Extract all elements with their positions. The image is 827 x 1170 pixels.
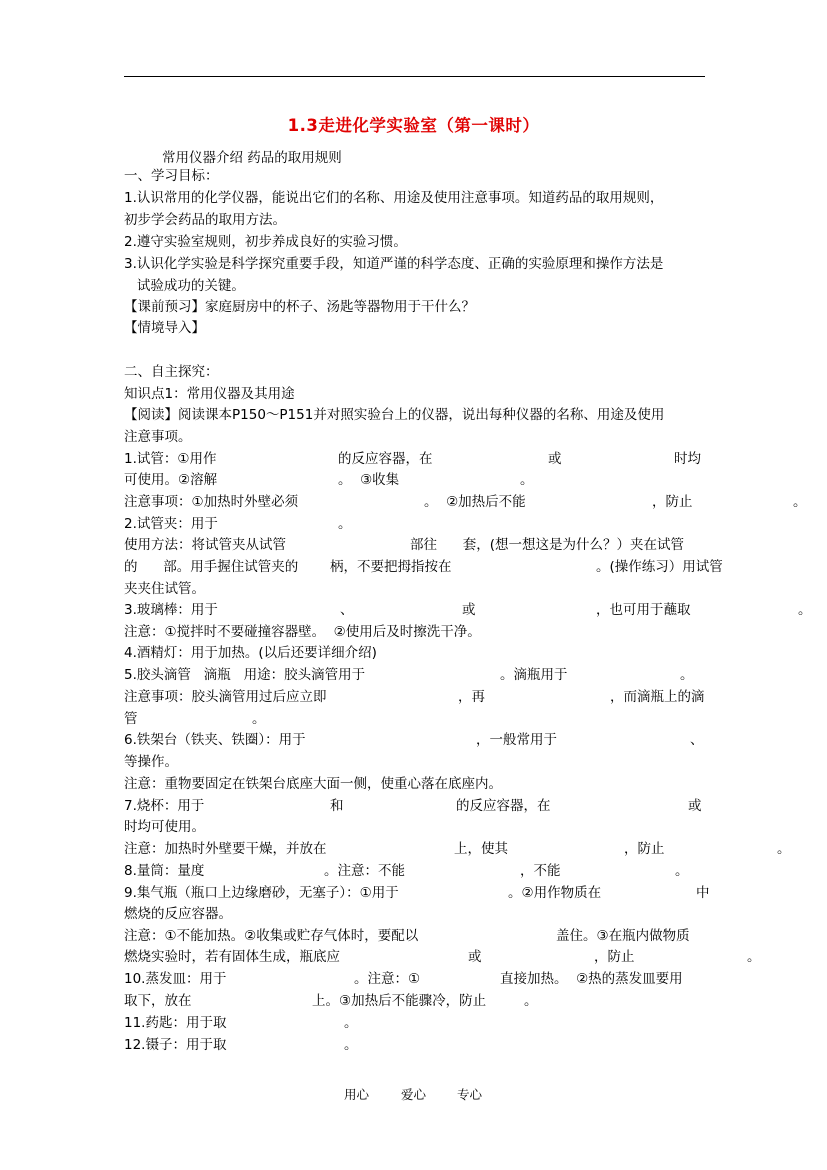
line-objective-3b: 试验成功的关键。 xyxy=(124,278,245,294)
fill-segment: 。 xyxy=(252,711,266,727)
fill-segment: 直接加热。 ②热的蒸发皿要用 xyxy=(500,971,683,987)
line-dropper: 5.胶头滴管 滴瓶 用途：胶头滴管用于 xyxy=(124,667,366,683)
fill-segment: 、 xyxy=(690,732,704,748)
line-iron-stand-b: 等操作。 xyxy=(124,754,178,770)
line-beaker: 7.烧杯：用于 xyxy=(124,798,205,814)
line-dropper-note-a: 注意事项：胶头滴管用过后应立即 xyxy=(124,689,327,705)
fill-segment: 。 ③收集 xyxy=(338,472,400,488)
footer-text-mid: 爱心 xyxy=(401,1087,427,1102)
fill-segment: ，防止 xyxy=(652,494,693,510)
fill-segment: 。 ②加热后不能 xyxy=(424,494,526,510)
fill-segment: 。 xyxy=(793,494,807,510)
line-gas-bottle: 9.集气瓶（瓶口上边缘磨砂，无塞子）：①用于 xyxy=(124,885,399,901)
page-title: 1.3走进化学实验室（第一课时） xyxy=(287,116,540,135)
fill-segment: 和 xyxy=(330,798,344,814)
fill-segment: 上。③加热后不能骤冷，防止 xyxy=(312,993,487,1009)
fill-segment: 。 xyxy=(747,949,761,965)
line-section-objectives: 一、学习目标： xyxy=(124,168,219,184)
fill-segment: 盖住。③在瓶内做物质 xyxy=(556,928,690,944)
line-clamp: 2.试管夹：用于 xyxy=(124,516,218,532)
line-objective-3a: 3.认识化学实验是科学探究重要手段，知道严谨的科学态度、正确的实验原理和操作方法是 xyxy=(124,256,664,272)
line-test-tube-note: 注意事项：①加热时外壁必须 xyxy=(124,494,299,510)
line-evaporating-dish-b: 取下，放在 xyxy=(124,993,192,1009)
fill-segment: 中 xyxy=(696,885,710,901)
line-knowledge-1: 知识点1：常用仪器及其用途 xyxy=(124,386,295,402)
fill-segment: ，再 xyxy=(458,689,485,705)
line-beaker-note: 注意：加热时外壁要干燥，并放在 xyxy=(124,841,327,857)
fill-segment: 时均 xyxy=(674,451,701,467)
fill-segment: 。 xyxy=(777,841,791,857)
fill-segment: ，防止 xyxy=(624,841,665,857)
fill-segment: 或 xyxy=(462,602,476,618)
fill-segment: 。 xyxy=(338,516,352,532)
line-evaporating-dish: 10.蒸发皿：用于 xyxy=(124,971,227,987)
line-test-tube-b: 可使用。②溶解 xyxy=(124,472,218,488)
line-glass-rod-note: 注意：①搅拌时不要碰撞容器壁。 ②使用后及时擦洗干净。 xyxy=(124,624,481,640)
line-reading-b: 注意事项。 xyxy=(124,429,192,445)
fill-segment: ，也可用于蘸取 xyxy=(596,602,691,618)
subtitle: 常用仪器介绍 药品的取用规则 xyxy=(162,150,342,166)
line-iron-stand: 6.铁架台（铁夹、铁圈）：用于 xyxy=(124,732,306,748)
fill-segment: 、 xyxy=(340,602,354,618)
line-gas-bottle-note-a: 注意：①不能加热。②收集或贮存气体时，要配以 xyxy=(124,928,419,944)
line-section-explore: 二、自主探究： xyxy=(124,364,219,380)
fill-segment: 。 xyxy=(344,1037,358,1053)
line-clamp-usage-b: 的 部。用手握住试管夹的 xyxy=(124,559,299,575)
fill-segment: ，防止 xyxy=(594,949,635,965)
fill-segment: 。 xyxy=(680,667,694,683)
line-objective-1b: 初步学会药品的取用方法。 xyxy=(124,212,286,228)
fill-segment: 上，使其 xyxy=(454,841,508,857)
fill-segment: 。②用作物质在 xyxy=(508,885,602,901)
line-gas-bottle-b: 燃烧的反应容器。 xyxy=(124,906,232,922)
fill-segment: 。滴瓶用于 xyxy=(500,667,568,683)
fill-segment: 的反应容器，在 xyxy=(456,798,551,814)
line-iron-stand-note: 注意：重物要固定在铁架台底座大面一侧，使重心落在底座内。 xyxy=(124,776,502,792)
line-spoon: 11.药匙：用于取 xyxy=(124,1015,227,1031)
line-gas-bottle-note-b: 燃烧实验时，若有固体生成，瓶底应 xyxy=(124,949,340,965)
line-test-tube-a: 1.试管：①用作 xyxy=(124,451,217,467)
line-intro: 【情境导入】 xyxy=(124,320,205,336)
line-objective-2: 2.遵守实验室规则，初步养成良好的实验习惯。 xyxy=(124,234,407,250)
line-glass-rod: 3.玻璃棒：用于 xyxy=(124,602,218,618)
fill-segment: 柄，不要把拇指按在 xyxy=(330,559,452,575)
footer-text-right: 专心 xyxy=(457,1087,483,1102)
fill-segment: ，不能 xyxy=(520,863,561,879)
line-alcohol-lamp: 4.酒精灯：用于加热。(以后还要详细介绍) xyxy=(124,645,377,661)
fill-segment: 。 xyxy=(520,472,534,488)
fill-segment: 。 xyxy=(344,1015,358,1031)
line-reading-a: 【阅读】阅读课本P150～P151并对照实验台上的仪器，说出每种仪器的名称、用途及使用 xyxy=(124,407,665,423)
line-cylinder: 8.量筒：量度 xyxy=(124,863,205,879)
fill-segment: 或 xyxy=(548,451,562,467)
header-rule xyxy=(124,76,705,77)
fill-segment: 。注意：① xyxy=(354,971,421,987)
fill-segment: ，一般常用于 xyxy=(476,732,557,748)
fill-segment: ，而滴瓶上的滴 xyxy=(610,689,705,705)
fill-segment: 或 xyxy=(688,798,702,814)
line-tweezers: 12.镊子：用于取 xyxy=(124,1037,227,1053)
line-clamp-usage-a: 使用方法：将试管夹从试管 xyxy=(124,537,286,553)
line-beaker-b: 时均可使用。 xyxy=(124,819,205,835)
fill-segment: 。 xyxy=(675,863,689,879)
line-dropper-note-b: 管 xyxy=(124,711,138,727)
fill-segment: 。 xyxy=(798,602,812,618)
fill-segment: 部往 套，(想一想这是为什么？）夹在试管 xyxy=(410,537,685,553)
fill-segment: 。 xyxy=(524,993,538,1009)
fill-segment: 的反应容器，在 xyxy=(338,451,433,467)
line-clamp-usage-c: 夹夹住试管。 xyxy=(124,581,205,597)
fill-segment: 。(操作练习）用试管 xyxy=(596,559,723,575)
fill-segment: 。注意：不能 xyxy=(324,863,405,879)
footer-text-left: 用心 xyxy=(344,1087,370,1102)
fill-segment: 或 xyxy=(468,949,482,965)
line-objective-1a: 1.认识常用的化学仪器，能说出它们的名称、用途及使用注意事项。知道药品的取用规则， xyxy=(124,190,664,206)
line-preview: 【课前预习】家庭厨房中的杯子、汤匙等器物用于干什么？ xyxy=(124,299,475,315)
